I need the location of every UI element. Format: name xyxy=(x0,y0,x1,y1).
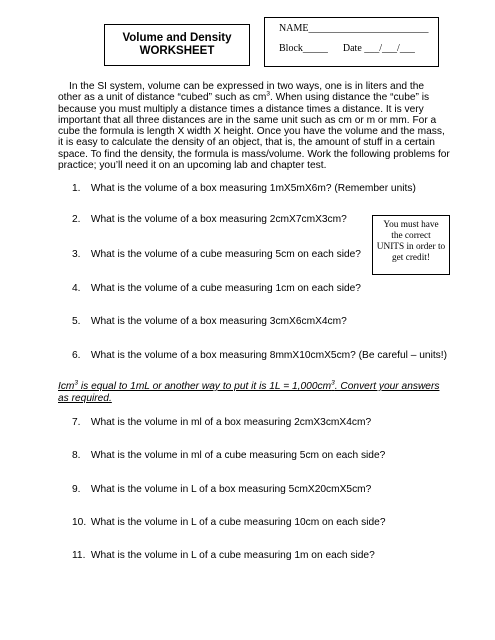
intro-paragraph xyxy=(58,81,450,171)
question-text: What is the volume of a cube measuring 5cm on each side? xyxy=(90,249,361,260)
conversion-superscript-1: 3 xyxy=(74,379,79,387)
question-text: What is the volume in L of a cube measuring 1m on each side? xyxy=(90,550,375,561)
question-number: 2. xyxy=(72,214,81,225)
question-number: 10. xyxy=(72,517,87,528)
question-text: What is the volume of a cube measuring 1cm on each side? xyxy=(90,283,361,294)
conversion-text-2: is equal to 1mL or another way to put it is 1L = 1,000cm xyxy=(78,381,332,392)
worksheet-title xyxy=(104,24,250,66)
question-item xyxy=(72,350,447,362)
units-reminder-box xyxy=(372,215,450,275)
question-text: What is the volume of a box measuring 3cmX6cmX4cm? xyxy=(90,316,347,327)
question-item xyxy=(72,283,361,295)
reminder-line-1: You must have xyxy=(383,220,439,230)
question-text: What is the volume of a box measuring 1mX5mX6m? (Remember units) xyxy=(90,183,416,194)
intro-text-1: In the SI system, volume can be expressed in two ways, one is in liters and the other as a unit of distance “cubed” such as cm xyxy=(58,81,425,104)
intro-superscript: 3 xyxy=(266,90,271,98)
reminder-line-4: get credit! xyxy=(392,253,430,263)
question-number: 11. xyxy=(72,550,86,561)
conversion-text-3: . Convert your answers as required. xyxy=(58,381,440,404)
title-line-1: Volume and Density xyxy=(122,32,232,44)
question-number: 9. xyxy=(72,484,81,495)
question-text: What is the volume in ml of a box measuring 2cmX3cmX4cm? xyxy=(90,417,372,428)
question-number: 8. xyxy=(72,450,81,461)
name-field: NAME________________________ xyxy=(279,23,429,34)
date-field: Date ___/___/___ xyxy=(342,43,415,54)
question-number: 5. xyxy=(72,316,81,327)
conversion-note xyxy=(58,381,448,404)
question-item xyxy=(72,249,361,261)
question-item xyxy=(72,417,371,429)
reminder-line-2: the correct xyxy=(391,231,431,241)
question-number: 4. xyxy=(72,283,81,294)
block-date-row xyxy=(279,42,438,62)
question-number: 1. xyxy=(72,183,81,194)
question-item xyxy=(72,214,347,226)
question-item xyxy=(72,550,375,562)
question-number: 3. xyxy=(72,249,81,260)
question-item xyxy=(72,316,347,328)
question-item xyxy=(72,484,371,496)
intro-text-2: . When using distance the “cube” is because you must multiply a distance times a distance times a distance. It is very important that all three distances are in the same unit such as cm or m or mm. For a cube the formula is length X width X height. Once you have the volume and the mass, it is easy to calculate the density of an object, that is, the amount of stuff in a certain space. To find the density, the formula is mass/volume. Work the following problems for practice; you’ll need it on an upcoming lab and chapter test. xyxy=(58,92,450,172)
conversion-superscript-2: 3 xyxy=(331,379,335,387)
question-text: What is the volume of a box measuring 8mmX10cmX5cm? (Be careful – units!) xyxy=(90,350,447,361)
conversion-text-1: Icm xyxy=(58,381,75,392)
question-text: What is the volume in ml of a cube measuring 5cm on each side? xyxy=(90,450,386,461)
question-item xyxy=(72,450,385,462)
reminder-line-3: UNITS in order to xyxy=(376,242,446,252)
question-item xyxy=(72,517,386,529)
question-number: 7. xyxy=(72,417,81,428)
question-number: 6. xyxy=(72,350,81,361)
title-line-2: WORKSHEET xyxy=(139,45,215,57)
question-text: What is the volume in L of a box measuring 5cmX20cmX5cm? xyxy=(90,484,372,495)
question-text: What is the volume in L of a cube measuring 10cm on each side? xyxy=(90,517,386,528)
student-info-box xyxy=(264,17,439,67)
question-text: What is the volume of a box measuring 2cmX7cmX3cm? xyxy=(90,214,347,225)
question-item xyxy=(72,183,416,195)
block-field: Block_____ xyxy=(279,43,328,54)
